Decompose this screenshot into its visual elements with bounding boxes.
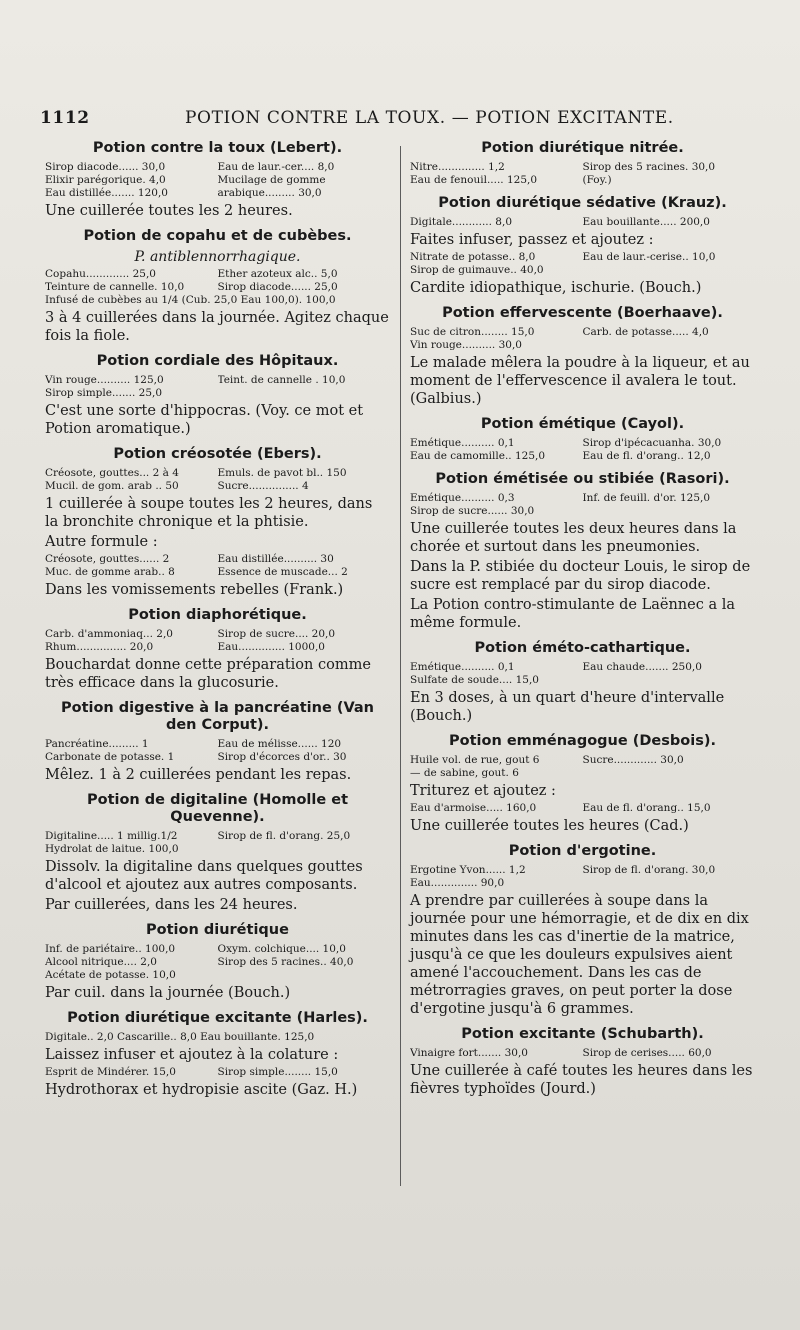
ingredient-row	[45, 187, 390, 200]
ingredient-row	[410, 450, 755, 463]
ingredient-cell: Ergotine Yvon...... 1,2	[410, 864, 526, 876]
recipe-title: Potion diurétique excitante (Harles).	[67, 1010, 368, 1026]
recipe-note: Autre formule :	[45, 534, 158, 550]
ingredient-cell: Sirop de guimauve.. 40,0	[410, 264, 544, 276]
ingredient-cell: Eau de camomille.. 125,0	[410, 450, 546, 462]
recipe-note: 3 à 4 cuillerées dans la journée. Agitez chaque fois la fiole.	[45, 310, 389, 344]
ingredient-row	[410, 661, 755, 674]
ingredient-cell: Sirop de sucre.... 20,0	[217, 628, 336, 640]
ingredient-row	[45, 161, 390, 174]
recipe-title: Potion cordiale des Hôpitaux.	[96, 353, 339, 369]
ingredient-cell: Teinture de cannelle. 10,0	[45, 281, 185, 293]
ingredient-row	[410, 216, 755, 229]
ingredient-row	[45, 480, 390, 493]
recipe-note: Une cuillerée toutes les heures (Cad.)	[410, 818, 689, 834]
ingredient-row	[45, 641, 390, 654]
recipe-title: Potion émétique (Cayol).	[480, 416, 685, 432]
recipe-note: Mêlez. 1 à 2 cuillerées pendant les repas.	[45, 767, 352, 783]
ingredient-cell: Créosote, gouttes...... 2	[45, 553, 170, 565]
recipe-note: Hydrothorax et hydropisie ascite (Gaz. H.)	[45, 1082, 358, 1098]
recipe	[410, 843, 755, 1018]
ingredient-cell: Copahu............. 25,0	[45, 268, 156, 280]
recipe-title: Potion émétisée ou stibiée (Rasori).	[435, 471, 730, 487]
ingredient-cell: Digitale.. 2,0 Cascarille.. 8,0 Eau bouillante. 125,0	[45, 1031, 315, 1043]
ingredient-row	[45, 467, 390, 480]
recipe	[410, 640, 755, 725]
ingredient-cell: Essence de muscade... 2	[217, 566, 348, 578]
recipe-note: La Potion contro-stimulante de Laënnec a la même formule.	[410, 597, 735, 631]
recipe	[45, 607, 390, 692]
ingredient-row	[45, 830, 390, 843]
recipe-note: Une cuillerée toutes les deux heures dans la chorée et surtout dans les pneumonies.	[410, 521, 737, 555]
recipe-note: Laissez infuser et ajoutez à la colature :	[45, 1047, 339, 1063]
ingredient-cell	[583, 264, 756, 277]
recipe-title: Potion excitante (Schubarth).	[461, 1026, 704, 1042]
recipe-title: Potion contre la toux (Lebert).	[92, 140, 343, 156]
ingredient-cell: Suc de citron........ 15,0	[410, 326, 535, 338]
ingredient-cell: Alcool nitrique.... 2,0	[45, 956, 157, 968]
ingredient-cell: Eau chaude....... 250,0	[582, 661, 702, 673]
recipe-subtitle: P. antiblennorrhagique.	[134, 249, 301, 265]
ingredient-row	[45, 843, 390, 856]
recipe-note: Triturez et ajoutez :	[410, 783, 556, 799]
recipe-note: Bouchardat donne cette préparation comme très efficace dans la glucosurie.	[45, 657, 371, 691]
ingredient-row	[410, 864, 755, 877]
ingredient-cell: Eau d'armoise..... 160,0	[410, 802, 537, 814]
ingredient-cell: Sirop diacode...... 30,0	[45, 161, 166, 173]
recipe-note: Par cuil. dans la journée (Bouch.)	[45, 985, 291, 1001]
ingredient-row	[45, 956, 390, 969]
ingredient-row	[410, 767, 755, 780]
column-divider	[400, 146, 401, 1186]
ingredient-cell: Sirop d'écorces d'or.. 30	[217, 751, 347, 763]
recipe	[410, 140, 755, 187]
ingredient-cell: Mucilage de gomme	[217, 174, 326, 186]
ingredient-row	[45, 943, 390, 956]
recipe-title: Potion créosotée (Ebers).	[113, 446, 322, 462]
recipe-note: Dissolv. la digitaline dans quelques gouttes d'alcool et ajoutez aux autres composants.	[45, 859, 363, 893]
ingredient-cell: Eau bouillante..... 200,0	[582, 216, 710, 228]
recipe-title: Potion de copahu et de cubèbes.	[83, 228, 352, 244]
page-header	[40, 108, 760, 136]
ingredient-cell: Eau de laur.-cerise.. 10,0	[582, 251, 716, 263]
ingredient-cell: Elixir parégorique. 4,0	[45, 174, 166, 186]
ingredient-row	[410, 161, 755, 174]
ingredient-row	[410, 505, 755, 518]
recipe	[45, 922, 390, 1002]
recipe-title: Potion éméto-cathartique.	[474, 640, 691, 656]
recipe	[45, 228, 390, 345]
ingredient-row	[45, 628, 390, 641]
ingredient-row	[45, 268, 390, 281]
ingredient-cell: Nitrate de potasse.. 8,0	[410, 251, 536, 263]
ingredient-cell: Emuls. de pavot bl.. 150	[217, 467, 347, 479]
ingredient-cell: Eau de mélisse...... 120	[217, 738, 342, 750]
ingredient-cell: (Foy.)	[582, 174, 612, 186]
ingredient-cell: Mucil. de gom. arab .. 50	[45, 480, 179, 492]
recipe	[410, 733, 755, 835]
ingredient-row	[410, 437, 755, 450]
ingredient-cell: Oxym. colchique.... 10,0	[217, 943, 346, 955]
left-column	[45, 140, 390, 1107]
ingredient-cell: Vinaigre fort....... 30,0	[410, 1047, 528, 1059]
ingredient-cell: Nitre.............. 1,2	[410, 161, 505, 173]
recipe-title: Potion emménagogue (Desbois).	[449, 733, 716, 749]
ingredient-row	[45, 1031, 390, 1044]
running-title: POTION CONTRE LA TOUX. — POTION EXCITANTE.	[185, 108, 674, 128]
ingredient-row	[410, 802, 755, 815]
ingredient-row	[45, 374, 390, 387]
ingredient-cell: Eau de fenouil..... 125,0	[410, 174, 538, 186]
ingredient-cell: Esprit de Mindérer. 15,0	[45, 1066, 176, 1078]
recipe-note: A prendre par cuillerées à soupe dans la journée pour une hémorragie, et de dix en dix minutes dans les cas d'inertie de la matrice, jusqu'à ce que les douleurs expulsives aient amené l'accouchement. Dans les cas de métrorragies graves, on peut porter la dose d'ergotine jusqu'à 6 grammes.	[410, 893, 749, 1017]
ingredient-cell: Sirop des 5 racines.. 40,0	[217, 956, 354, 968]
ingredient-cell: Sucre............... 4	[217, 480, 309, 492]
recipe-note: Une cuillerée à café toutes les heures dans les fièvres typhoïdes (Jourd.)	[410, 1063, 753, 1097]
ingredient-row	[45, 294, 390, 307]
ingredient-cell: Sirop de fl. d'orang. 25,0	[217, 830, 351, 842]
ingredient-cell: — de sabine, gout. 6	[410, 767, 519, 779]
ingredient-cell: Huile vol. de rue, gout 6	[410, 754, 540, 766]
ingredient-cell	[218, 843, 391, 856]
ingredient-cell: Acétate de potasse. 10,0	[45, 969, 176, 981]
recipe	[45, 1010, 390, 1099]
ingredient-row	[410, 877, 755, 890]
ingredient-cell: Teint. de cannelle . 10,0	[217, 374, 346, 386]
ingredient-row	[45, 281, 390, 294]
ingredient-cell: Carbonate de potasse. 1	[45, 751, 175, 763]
ingredient-row	[410, 174, 755, 187]
recipe-note: Par cuillerées, dans les 24 heures.	[45, 897, 298, 913]
recipe	[45, 140, 390, 220]
recipe	[410, 305, 755, 408]
ingredient-row	[45, 387, 390, 400]
ingredient-cell	[583, 767, 756, 780]
ingredient-row	[45, 1066, 390, 1079]
recipe	[45, 700, 390, 784]
ingredient-row	[410, 326, 755, 339]
ingredient-row	[410, 754, 755, 767]
page-number: 1112	[40, 108, 90, 128]
ingredient-cell: Sulfate de soude.... 15,0	[410, 674, 539, 686]
recipe	[410, 195, 755, 297]
ingredient-cell	[583, 339, 756, 352]
recipe	[410, 471, 755, 632]
recipe-title: Potion d'ergotine.	[508, 843, 657, 859]
ingredient-cell: Eau.............. 90,0	[410, 877, 505, 889]
ingredient-cell	[583, 877, 756, 890]
ingredient-cell: Inf. de pariétaire.. 100,0	[45, 943, 176, 955]
recipe-note: Une cuillerée toutes les 2 heures.	[45, 203, 293, 219]
recipe	[45, 446, 390, 599]
recipe-title: Potion diurétique nitrée.	[481, 140, 684, 156]
ingredient-cell: Emétique.......... 0,1	[410, 437, 515, 449]
recipe-note: 1 cuillerée à soupe toutes les 2 heures, dans la bronchite chronique et la phtisie.	[45, 496, 373, 530]
recipe	[45, 353, 390, 438]
ingredient-cell: Muc. de gomme arab.. 8	[45, 566, 175, 578]
recipe-note: Dans les vomissements rebelles (Frank.)	[45, 582, 344, 598]
recipe-title: Potion diurétique	[146, 922, 289, 938]
ingredient-cell: arabique......... 30,0	[217, 187, 322, 199]
recipe-note: Cardite idiopathique, ischurie. (Bouch.)	[410, 280, 702, 296]
ingredient-row	[410, 1047, 755, 1060]
ingredient-cell: Sirop des 5 racines. 30,0	[582, 161, 716, 173]
recipe	[410, 1026, 755, 1098]
ingredient-cell: Sirop simple........ 15,0	[217, 1066, 338, 1078]
ingredient-row	[45, 566, 390, 579]
ingredient-cell: Sirop d'ipécacuanha. 30,0	[582, 437, 722, 449]
recipe-title: Potion digestive à la pancréatine (Van den Corput).	[60, 700, 374, 733]
ingredient-cell: Sirop diacode...... 25,0	[217, 281, 338, 293]
ingredient-row	[410, 339, 755, 352]
ingredient-cell: Sirop de sucre...... 30,0	[410, 505, 535, 517]
ingredient-cell: Sirop de cerises..... 60,0	[582, 1047, 712, 1059]
ingredient-cell: Sirop de fl. d'orang. 30,0	[582, 864, 716, 876]
ingredient-cell: Vin rouge.......... 125,0	[45, 374, 164, 386]
recipe-note: Dans la P. stibiée du docteur Louis, le sirop de sucre est remplacé par du sirop diacode.	[410, 559, 751, 593]
ingredient-cell: Emétique.......... 0,3	[410, 492, 515, 504]
ingredient-cell: Eau de fl. d'orang.. 12,0	[582, 450, 711, 462]
ingredient-row	[410, 251, 755, 264]
ingredient-row	[45, 751, 390, 764]
ingredient-cell: Eau de laur.-cer.... 8,0	[217, 161, 335, 173]
ingredient-cell: Digitaline..... 1 millig.1/2	[45, 830, 178, 842]
ingredient-cell: Carb. d'ammoniaq... 2,0	[45, 628, 173, 640]
ingredient-cell: Eau de fl. d'orang.. 15,0	[582, 802, 711, 814]
recipe-title: Potion effervescente (Boerhaave).	[442, 305, 723, 321]
recipe-note: Le malade mêlera la poudre à la liqueur, et au moment de l'effervescence il avalera le tout. (Galbius.)	[410, 355, 750, 407]
ingredient-cell: Rhum............... 20,0	[45, 641, 154, 653]
ingredient-cell	[583, 505, 756, 518]
ingredient-cell: Hydrolat de laitue. 100,0	[45, 843, 179, 855]
ingredient-cell: Ether azoteux alc.. 5,0	[217, 268, 338, 280]
ingredient-row	[410, 492, 755, 505]
recipe-note: En 3 doses, à un quart d'heure d'intervalle (Bouch.)	[410, 690, 725, 724]
ingredient-cell	[583, 674, 756, 687]
ingredient-cell: Eau distillée....... 120,0	[45, 187, 168, 199]
ingredient-row	[410, 264, 755, 277]
ingredient-cell	[218, 969, 391, 982]
ingredient-cell	[218, 387, 391, 400]
right-column	[410, 140, 755, 1106]
recipe-note: C'est une sorte d'hippocras. (Voy. ce mot et Potion aromatique.)	[45, 403, 364, 437]
recipe	[410, 416, 755, 463]
ingredient-row	[45, 553, 390, 566]
recipe-title: Potion diurétique sédative (Krauz).	[438, 195, 727, 211]
recipe-note: Faites infuser, passez et ajoutez :	[410, 232, 654, 248]
ingredient-cell: Infusé de cubèbes au 1/4 (Cub. 25,0 Eau 100,0). 100,0	[45, 294, 336, 306]
ingredient-cell: Eau distillée.......... 30	[217, 553, 334, 565]
ingredient-cell: Emétique.......... 0,1	[410, 661, 515, 673]
ingredient-cell: Eau.............. 1000,0	[217, 641, 325, 653]
ingredient-cell: Créosote, gouttes... 2 à 4	[45, 467, 179, 479]
recipe-title: Potion de digitaline (Homolle et Quevenne).	[86, 792, 349, 825]
recipe	[45, 792, 390, 914]
ingredient-row	[410, 674, 755, 687]
ingredient-cell: Vin rouge.......... 30,0	[410, 339, 522, 351]
ingredient-row	[45, 174, 390, 187]
ingredient-cell: Digitale............ 8,0	[410, 216, 512, 228]
ingredient-cell: Sirop simple....... 25,0	[45, 387, 163, 399]
ingredient-cell: Pancréatine......... 1	[45, 738, 149, 750]
ingredient-cell: Sucre............. 30,0	[582, 754, 684, 766]
recipe-title: Potion diaphorétique.	[128, 607, 307, 623]
ingredient-row	[45, 969, 390, 982]
ingredient-cell: Carb. de potasse..... 4,0	[582, 326, 709, 338]
ingredient-cell: Inf. de feuill. d'or. 125,0	[582, 492, 711, 504]
ingredient-row	[45, 738, 390, 751]
